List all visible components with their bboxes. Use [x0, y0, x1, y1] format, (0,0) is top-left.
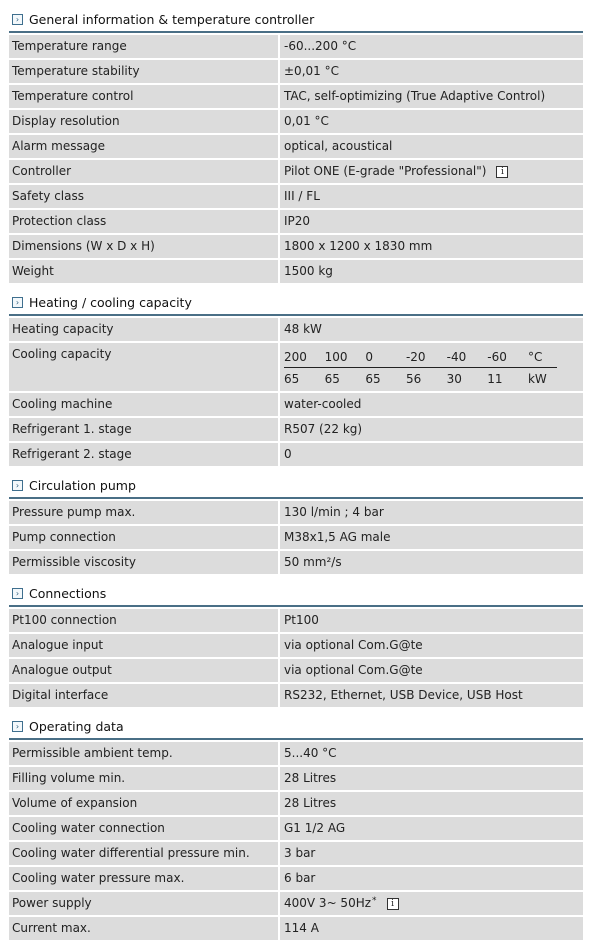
capacity-unit: kW: [527, 371, 547, 386]
row-value: via optional Com.G@te: [284, 638, 423, 652]
row-value-cell: [280, 892, 583, 915]
table-row: [9, 60, 583, 83]
section-operating-data[interactable]: [9, 715, 583, 740]
table-row: [9, 443, 583, 466]
temperature-line: [284, 346, 557, 368]
row-value: M38x1,5 AG male: [284, 530, 391, 544]
row-label: Protection class: [9, 210, 280, 233]
row-value: -60...200 °C: [284, 39, 357, 53]
temperature-value: 100: [324, 349, 348, 364]
table-row: [9, 260, 583, 283]
row-label: Analogue input: [9, 634, 280, 657]
row-label: Current max.: [9, 917, 280, 940]
capacity-value: 65: [365, 371, 381, 386]
table-row: [9, 526, 583, 549]
row-label: Controller: [9, 160, 280, 183]
row-label: Temperature range: [9, 35, 280, 58]
row-label: Refrigerant 2. stage: [9, 443, 280, 466]
capacity-value: 30: [446, 371, 462, 386]
row-value: 48 kW: [284, 322, 322, 336]
row-value: optical, acoustical: [284, 139, 393, 153]
row-value: 114 A: [284, 921, 319, 935]
table-row: [9, 867, 583, 890]
temperature-unit: °C: [527, 349, 543, 364]
table-row: [9, 501, 583, 524]
row-label: Volume of expansion: [9, 792, 280, 815]
info-icon[interactable]: i: [387, 898, 399, 910]
capacity-value: 11: [487, 371, 503, 386]
table-row: [9, 393, 583, 416]
row-value-cell: [280, 160, 583, 183]
general-rows: [9, 35, 583, 283]
chevron-right-icon[interactable]: ›: [12, 14, 23, 25]
temperature-value: 0: [365, 349, 373, 364]
row-value: G1 1/2 AG: [284, 821, 346, 835]
row-value: 1800 x 1200 x 1830 mm: [284, 239, 433, 253]
row-label: Cooling capacity: [9, 343, 280, 391]
table-row: [9, 318, 583, 341]
capacity-value: 56: [405, 371, 422, 386]
capacity-line: [284, 368, 557, 389]
row-label: Temperature control: [9, 85, 280, 108]
table-row: [9, 684, 583, 707]
row-value: 28 Litres: [284, 771, 337, 785]
row-value: Pt100: [284, 613, 319, 627]
row-value: R507 (22 kg): [284, 422, 363, 436]
section-title: Circulation pump: [29, 478, 136, 493]
row-label: Analogue output: [9, 659, 280, 682]
table-row: [9, 742, 583, 765]
row-value: IP20: [284, 214, 311, 228]
row-label: Cooling water pressure max.: [9, 867, 280, 890]
section-title: Connections: [29, 586, 107, 601]
info-icon[interactable]: i: [496, 166, 508, 178]
table-row: [9, 85, 583, 108]
temperature-value: -20: [405, 349, 426, 364]
section-circulation-pump[interactable]: [9, 474, 583, 499]
section-connections[interactable]: [9, 582, 583, 607]
row-label: Pt100 connection: [9, 609, 280, 632]
table-row: [9, 185, 583, 208]
row-value: 0,01 °C: [284, 114, 329, 128]
cooling-capacity-table: [280, 343, 583, 391]
row-label: Safety class: [9, 185, 280, 208]
spec-sheet: [9, 8, 583, 940]
row-label: Cooling water connection: [9, 817, 280, 840]
row-value: 400V 3~ 50Hz: [284, 896, 372, 910]
row-value: via optional Com.G@te: [284, 663, 423, 677]
table-row: [9, 842, 583, 865]
row-label: Permissible viscosity: [9, 551, 280, 574]
row-value: Pilot ONE (E-grade "Professional"): [284, 164, 487, 178]
row-label: Permissible ambient temp.: [9, 742, 280, 765]
row-label: Display resolution: [9, 110, 280, 133]
row-value: water-cooled: [284, 397, 362, 411]
row-value: 1500 kg: [284, 264, 333, 278]
row-label: Filling volume min.: [9, 767, 280, 790]
section-general[interactable]: [9, 8, 583, 33]
row-value: 130 l/min ; 4 bar: [284, 505, 384, 519]
row-label: Temperature stability: [9, 60, 280, 83]
row-label: Alarm message: [9, 135, 280, 158]
row-label: Power supply: [9, 892, 280, 915]
row-value: 28 Litres: [284, 796, 337, 810]
cooling-capacity-row: [9, 343, 583, 391]
row-value: TAC, self-optimizing (True Adaptive Control): [284, 89, 546, 103]
section-title: General information & temperature controller: [29, 12, 315, 27]
row-label: Cooling water differential pressure min.: [9, 842, 280, 865]
section-title: Operating data: [29, 719, 124, 734]
section-title: Heating / cooling capacity: [29, 295, 192, 310]
chevron-right-icon[interactable]: ›: [12, 721, 23, 732]
row-value: 5...40 °C: [284, 746, 337, 760]
table-row: [9, 135, 583, 158]
table-row: [9, 210, 583, 233]
row-label: Pump connection: [9, 526, 280, 549]
row-label: Refrigerant 1. stage: [9, 418, 280, 441]
capacity-value: 65: [284, 371, 300, 386]
temperature-value: -60: [487, 349, 507, 364]
capacity-value: 65: [324, 371, 340, 386]
row-label: Weight: [9, 260, 280, 283]
table-row: [9, 235, 583, 258]
table-row: [9, 892, 583, 915]
table-row: [9, 767, 583, 790]
row-value: 6 bar: [284, 871, 316, 885]
table-row: [9, 917, 583, 940]
table-row: [9, 634, 583, 657]
row-label: Cooling machine: [9, 393, 280, 416]
row-value: 3 bar: [284, 846, 316, 860]
table-row: [9, 551, 583, 574]
chevron-right-icon[interactable]: ›: [12, 480, 23, 491]
table-row: [9, 609, 583, 632]
table-row: [9, 659, 583, 682]
row-value: ±0,01 °C: [284, 64, 339, 78]
row-label: Heating capacity: [9, 318, 280, 341]
row-label: Pressure pump max.: [9, 501, 280, 524]
table-row: [9, 35, 583, 58]
section-heating-cooling[interactable]: [9, 291, 583, 316]
table-row: [9, 160, 583, 183]
table-row: [9, 792, 583, 815]
row-value: 0: [284, 447, 292, 461]
row-value: III / FL: [284, 189, 320, 203]
table-row: [9, 418, 583, 441]
table-row: [9, 817, 583, 840]
row-label: Dimensions (W x D x H): [9, 235, 280, 258]
row-value: RS232, Ethernet, USB Device, USB Host: [284, 688, 523, 702]
chevron-right-icon[interactable]: ›: [12, 588, 23, 599]
row-label: Digital interface: [9, 684, 280, 707]
temperature-value: -40: [446, 349, 467, 364]
row-value: 50 mm²/s: [284, 555, 342, 569]
footnote-star: *: [372, 896, 377, 906]
temperature-value: 200: [284, 349, 307, 364]
table-row: [9, 110, 583, 133]
chevron-right-icon[interactable]: ›: [12, 297, 23, 308]
